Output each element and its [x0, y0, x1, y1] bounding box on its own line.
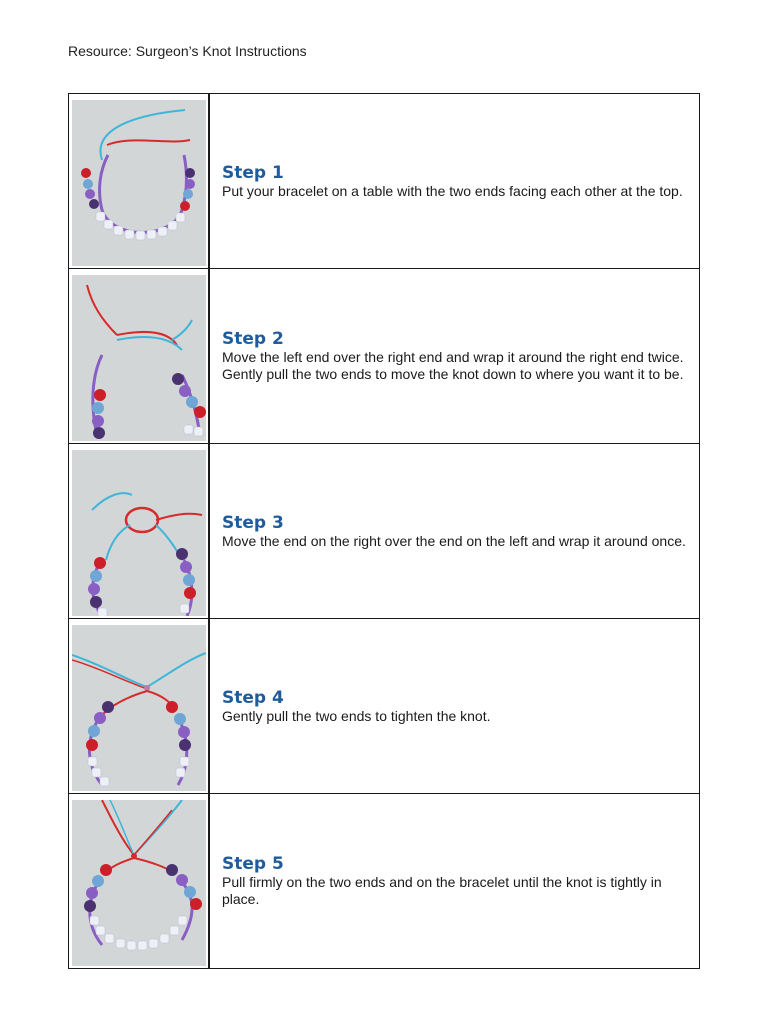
- photo-cell: [69, 794, 210, 969]
- step-text-cell: [209, 269, 700, 444]
- step-1-photo: [72, 100, 206, 266]
- step-description: Pull firmly on the two ends and on the bracelet until the knot is tightly in place.: [222, 874, 662, 907]
- step-text-cell: [209, 794, 700, 969]
- step-2-photo: [72, 275, 206, 441]
- step-row: [69, 444, 700, 619]
- step-description: Gently pull the two ends to tighten the knot.: [222, 707, 491, 724]
- photo-cell: [69, 94, 210, 269]
- photo-cell: [69, 619, 210, 794]
- step-4-photo: [72, 625, 206, 791]
- step-title: Step 3: [222, 512, 284, 533]
- step-5-photo: [72, 800, 206, 966]
- photo-cell: [69, 444, 210, 619]
- step-title: Step 5: [222, 854, 284, 874]
- step-title: Step 1: [222, 162, 284, 183]
- steps-table: [68, 93, 700, 969]
- bracelet-photo-step-4: [72, 625, 206, 791]
- step-row: [69, 794, 700, 969]
- step-description: Put your bracelet on a table with the two ends facing each other at the top.: [222, 182, 683, 199]
- bracelet-photo-step-3: [72, 450, 206, 616]
- step-row: [69, 269, 700, 444]
- step-text-cell: [209, 619, 700, 794]
- bracelet-photo-step-1: [72, 100, 206, 266]
- step-title: Step 4: [222, 687, 284, 708]
- step-text-cell: [209, 444, 700, 619]
- step-description: Move the end on the right over the end on the left and wrap it around once.: [222, 532, 686, 549]
- bracelet-photo-step-2: [72, 275, 206, 441]
- step-3-photo: [72, 450, 206, 616]
- step-title: Step 2: [222, 329, 284, 349]
- document-heading: Resource: Surgeon’s Knot Instructions: [68, 43, 307, 59]
- step-row: [69, 619, 700, 794]
- step-text-cell: [209, 94, 700, 269]
- step-row: [69, 94, 700, 269]
- photo-cell: [69, 269, 210, 444]
- bracelet-photo-step-5: [72, 800, 206, 966]
- step-description: Move the left end over the right end and wrap it around the right end twice. Gently pull the two ends to move the knot down to where you want it to be.: [222, 349, 684, 382]
